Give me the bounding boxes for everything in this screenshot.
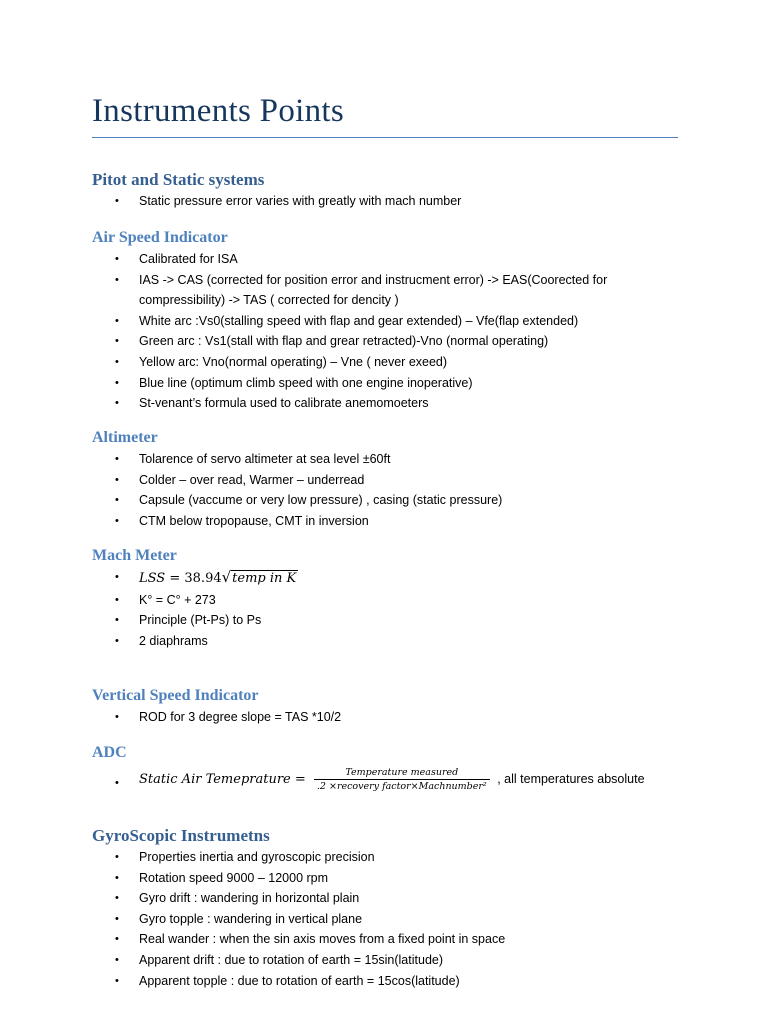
heading-adc: ADC — [92, 744, 127, 761]
list-item-text: Rotation speed 9000 – 12000 rpm — [139, 870, 329, 885]
bullet-icon: • — [115, 397, 119, 410]
heading-mach-meter: Mach Meter — [92, 547, 177, 564]
section-gyroscopic-instruments — [92, 825, 682, 991]
bullet-icon: • — [115, 634, 119, 647]
list-item-text: Calibrated for ISA — [139, 252, 238, 266]
list-item-text: ROD for 3 degree slope = TAS *10/2 — [139, 710, 342, 724]
section-mach-meter — [92, 545, 682, 651]
heading-altimeter: Altimeter — [92, 429, 158, 446]
list-item-text: IAS -> CAS (corrected for position error and instrucment error) -> EAS(Coorected for compressibility) -> TAS ( corrected for dencity ) — [139, 272, 608, 308]
list-item-text: Colder – over read, Warmer – underread — [139, 472, 365, 487]
list-item-text: Static pressure error varies with greatly with mach number — [139, 194, 462, 208]
formula-numerator: Temperature measured — [314, 766, 490, 780]
formula-lhs: LSS — [139, 571, 166, 586]
bullet-icon: • — [115, 473, 119, 486]
list-item-text: 2 diaphrams — [139, 633, 208, 648]
section-adc — [92, 742, 682, 793]
list-item — [92, 311, 682, 332]
list-item — [92, 393, 682, 414]
list-item — [92, 590, 682, 611]
list-item-text: Blue line (optimum climb speed with one engine inoperative) — [139, 375, 473, 390]
list-item — [92, 909, 682, 930]
formula-coefficient: 38.94 — [184, 571, 222, 586]
list-item — [92, 929, 682, 950]
bullet-icon: • — [115, 314, 119, 327]
title-underline — [92, 137, 678, 138]
list-item-text: St-venant’s formula used to calibrate anemomoeters — [139, 396, 429, 411]
list-item-text: Yellow arc: Vno(normal operating) – Vne ( never exeed) — [139, 354, 448, 369]
list-item — [92, 373, 682, 394]
list-item-text: Properties inertia and gyroscopic precision — [139, 850, 375, 864]
list-item — [92, 950, 682, 971]
vertical-speed-indicator-list — [92, 707, 682, 728]
formula-lhs: Static Air Temeprature — [139, 771, 291, 787]
document-title: Instruments Points — [92, 93, 344, 129]
list-item-text: Apparent topple : due to rotation of earth = 15cos(latitude) — [139, 973, 460, 988]
air-speed-indicator-list — [92, 249, 682, 414]
list-item — [92, 470, 682, 491]
list-item-text: Tolarence of servo altimeter at sea level ±60ft — [139, 452, 391, 466]
lss-formula — [139, 568, 298, 586]
list-item — [92, 352, 682, 373]
bullet-icon: • — [115, 195, 119, 207]
adc-list — [92, 764, 682, 793]
formula-fraction — [314, 766, 490, 793]
pitot-static-list — [92, 191, 682, 212]
bullet-icon: • — [115, 335, 119, 348]
sqrt-icon: √ — [221, 568, 232, 586]
bullet-icon: • — [115, 571, 119, 583]
formula-note: , all temperatures absolute — [493, 771, 645, 786]
list-item-text: White arc :Vs0(stalling speed with flap and gear extended) – Vfe(flap extended) — [139, 313, 579, 328]
list-item-text: Gyro drift : wandering in horizontal plain — [139, 891, 360, 906]
formula-radicand: temp in K — [232, 571, 297, 586]
section-vertical-speed-indicator — [92, 685, 682, 728]
formula-denominator: .2 ×recovery factor×Machnumber² — [316, 781, 487, 792]
heading-vertical-speed-indicator: Vertical Speed Indicator — [92, 687, 259, 704]
heading-air-speed-indicator: Air Speed Indicator — [92, 229, 228, 246]
list-item-text: Green arc : Vs1(stall with flap and grear retracted)-Vno (normal operating) — [139, 334, 549, 349]
bullet-icon: • — [115, 514, 119, 527]
formula-equals: = — [290, 771, 310, 787]
bullet-icon: • — [115, 892, 119, 905]
altimeter-list — [92, 449, 682, 531]
heading-gyroscopic-instruments: GyroScopic Instrumetns — [92, 826, 270, 845]
bullet-icon: • — [115, 912, 119, 925]
bullet-icon: • — [115, 593, 119, 606]
list-item-text: K° = C° + 273 — [139, 592, 216, 607]
list-item — [92, 631, 682, 652]
bullet-icon: • — [115, 871, 119, 884]
list-item — [92, 511, 682, 532]
bullet-icon: • — [115, 355, 119, 368]
gyroscopic-instruments-list — [92, 847, 682, 991]
list-item — [92, 191, 682, 212]
list-item — [92, 888, 682, 909]
mach-meter-list-rest — [92, 590, 682, 652]
bullet-icon: • — [115, 453, 119, 465]
bullet-icon: • — [115, 494, 119, 507]
list-item — [92, 567, 682, 590]
heading-pitot-static: Pitot and Static systems — [92, 170, 265, 189]
bullet-icon: • — [115, 273, 119, 286]
bullet-icon: • — [115, 253, 119, 265]
formula-equals: = — [165, 571, 185, 586]
mach-meter-list — [92, 567, 682, 590]
list-item — [92, 270, 682, 311]
list-item-text: Gyro topple : wandering in vertical plane — [139, 911, 363, 926]
bullet-icon: • — [115, 953, 119, 966]
bullet-icon: • — [115, 974, 119, 987]
list-item-text: Apparent drift : due to rotation of earth = 15sin(latitude) — [139, 952, 444, 967]
list-item — [92, 249, 682, 270]
bullet-icon: • — [115, 711, 119, 723]
list-item-text: CTM below tropopause, CMT in inversion — [139, 513, 369, 528]
section-pitot-static — [92, 169, 682, 212]
bullet-icon: • — [115, 777, 119, 789]
list-item — [92, 707, 682, 728]
list-item — [92, 971, 682, 992]
bullet-icon: • — [115, 933, 119, 946]
section-air-speed-indicator — [92, 227, 682, 414]
list-item — [92, 331, 682, 352]
list-item — [92, 847, 682, 868]
list-item — [92, 490, 682, 511]
list-item — [92, 610, 682, 631]
list-item — [92, 868, 682, 889]
list-item-text: Capsule (vaccume or very low pressure) , casing (static pressure) — [139, 493, 503, 508]
list-item — [92, 449, 682, 470]
list-item-text: Principle (Pt-Ps) to Ps — [139, 613, 262, 628]
bullet-icon: • — [115, 851, 119, 863]
section-altimeter — [92, 427, 682, 531]
bullet-icon: • — [115, 376, 119, 389]
sat-formula — [139, 767, 645, 792]
list-item-text: Real wander : when the sin axis moves from a fixed point in space — [139, 932, 506, 947]
list-item — [92, 764, 682, 793]
bullet-icon: • — [115, 614, 119, 627]
